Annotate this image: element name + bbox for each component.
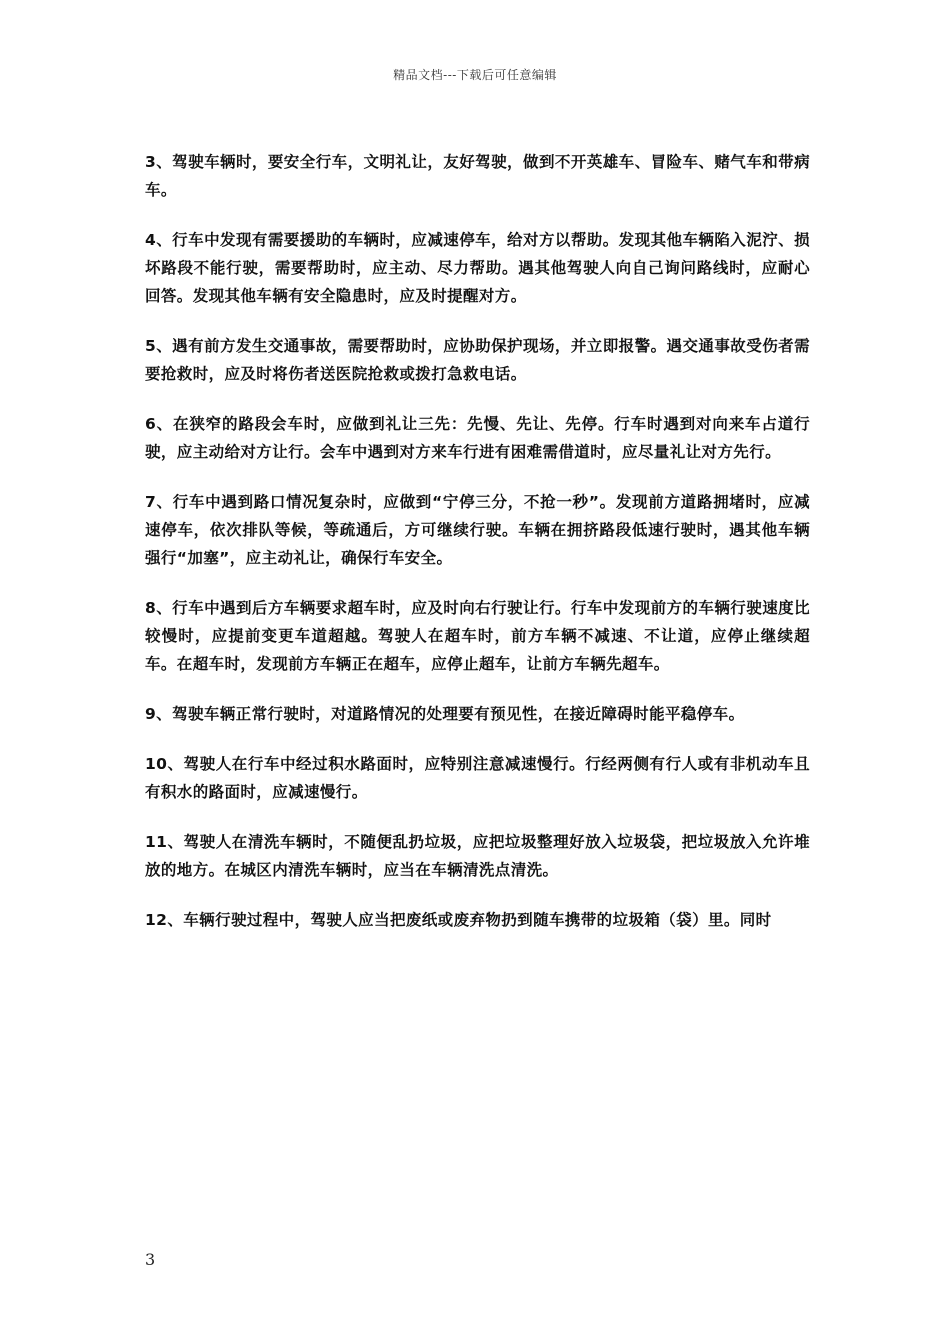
page-number: 3 [145, 1250, 156, 1269]
paragraph-10: 10、驾驶人在行车中经过积水路面时，应特别注意减速慢行。行经两侧有行人或有非机动车且有积水的路面时，应减速慢行。 [145, 755, 810, 801]
document-body [145, 148, 810, 934]
page-header: 精品文档---下载后可任意编辑 [393, 68, 557, 82]
paragraph-5: 5、遇有前方发生交通事故，需要帮助时，应协助保护现场，并立即报警。遇交通事故受伤者需要抢救时，应及时将伤者送医院抢救或拨打急救电话。 [145, 337, 810, 383]
paragraph-11: 11、驾驶人在清洗车辆时，不随便乱扔垃圾，应把垃圾整理好放入垃圾袋，把垃圾放入允许堆放的地方。在城区内清洗车辆时，应当在车辆清洗点清洗。 [145, 833, 810, 879]
paragraph-6: 6、在狭窄的路段会车时，应做到礼让三先：先慢、先让、先停。行车时遇到对向来车占道行驶，应主动给对方让行。会车中遇到对方来车行进有困难需借道时，应尽量礼让对方先行。 [145, 415, 810, 461]
paragraph-12: 12、车辆行驶过程中，驾驶人应当把废纸或废弃物扔到随车携带的垃圾箱（袋）里。同时 [145, 911, 772, 929]
paragraph-8: 8、行车中遇到后方车辆要求超车时，应及时向右行驶让行。行车中发现前方的车辆行驶速度比较慢时，应提前变更车道超越。驾驶人在超车时，前方车辆不减速、不让道，应停止继续超车。在超车时，发现前方车辆正在超车，应停止超车，让前方车辆先超车。 [145, 599, 810, 673]
paragraph-7: 7、行车中遇到路口情况复杂时，应做到“宁停三分，不抢一秒”。发现前方道路拥堵时，应减速停车，依次排队等候，等疏通后，方可继续行驶。车辆在拥挤路段低速行驶时，遇其他车辆强行“加塞”，应主动礼让，确保行车安全。 [145, 493, 810, 567]
paragraph-3: 3、驾驶车辆时，要安全行车，文明礼让，友好驾驶，做到不开英雄车、冒险车、赌气车和带病车。 [145, 153, 810, 199]
paragraph-4: 4、行车中发现有需要援助的车辆时，应减速停车，给对方以帮助。发现其他车辆陷入泥泞、损坏路段不能行驶，需要帮助时，应主动、尽力帮助。遇其他驾驶人向自己询问路线时，应耐心回答。发现其他车辆有安全隐患时，应及时提醒对方。 [145, 231, 810, 305]
paragraph-9: 9、驾驶车辆正常行驶时，对道路情况的处理要有预见性，在接近障碍时能平稳停车。 [145, 705, 745, 723]
